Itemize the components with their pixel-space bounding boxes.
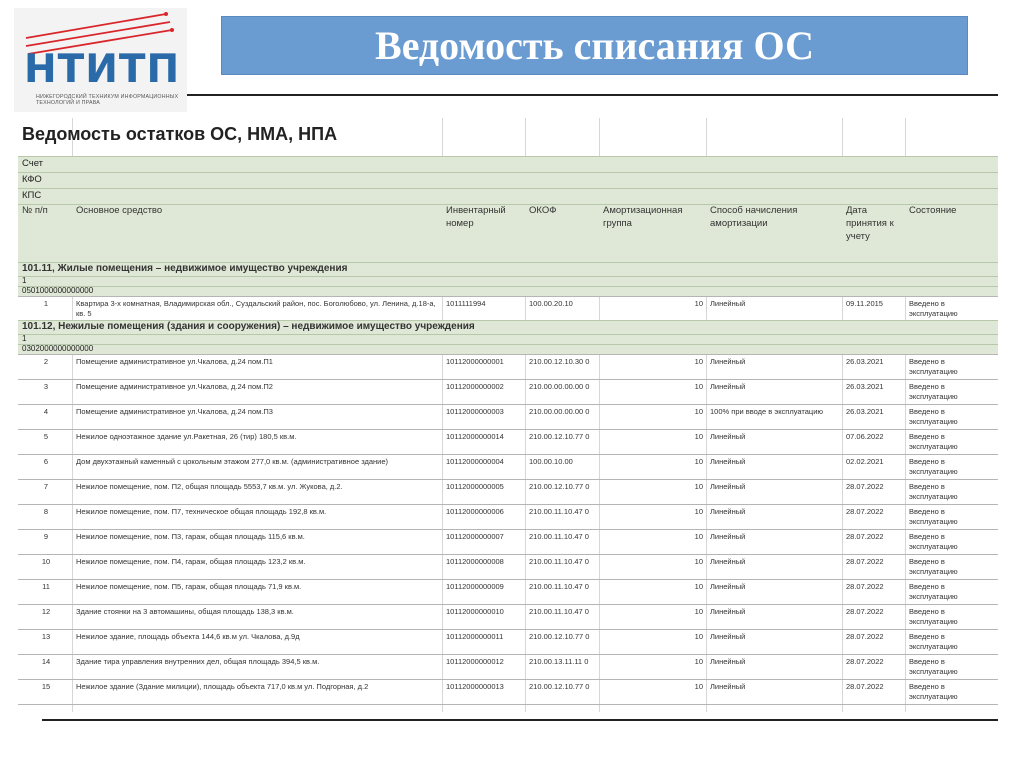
cell-inv: 10112000000001 [446,357,504,366]
cell-okof: 210.00.11.10.47 0 [529,557,589,566]
cell-inv: 10112000000006 [446,507,504,516]
row-divider [18,479,998,480]
cell-date: 09.11.2015 [846,299,883,308]
cell-state: Введено в эксплуатацию [909,582,958,601]
cell-inv: 10112000000014 [446,432,504,441]
cell-inv: 10112000000003 [446,407,504,416]
cell-name: Нежилое одноэтажное здание ул.Ракетная, 26 (тир) 180,5 кв.м. [76,432,297,441]
label-schet: Счет [22,158,44,169]
cell-okof: 210.00.13.11.11 0 [529,657,589,666]
row-divider [18,404,998,405]
cell-state: Введено в эксплуатацию [909,382,958,401]
section-line: 1 [22,334,27,343]
cell-num: 8 [43,507,49,516]
row-divider [18,429,998,430]
cell-okof: 210.00.12.10.77 0 [529,432,590,441]
spreadsheet [18,118,998,712]
cell-method: Линейный [710,532,746,541]
logo-subtitle: НИЖЕГОРОДСКИЙ ТЕХНИКУМ ИНФОРМАЦИОННЫХ ТЕХНОЛОГИЙ И ПРАВА [36,94,179,106]
cell-state: Введено в эксплуатацию [909,407,958,426]
col-header-num: № п/п [22,205,48,216]
cell-name: Нежилое помещение, пом. П2, общая площадь 5553,7 кв.м. ул. Жукова, д.2. [76,482,343,491]
row-divider [18,504,998,505]
cell-date: 02.02.2021 [846,457,884,466]
cell-okof: 210.00.12.10.77 0 [529,682,590,691]
cell-name: Нежилое помещение, пом. П4, гараж, общая площадь 123,2 кв.м. [76,557,306,566]
cell-method: Линейный [710,657,746,666]
cell-state: Введено в эксплуатацию [909,682,958,701]
sheet-title: Ведомость остатков ОС, НМА, НПА [22,124,338,144]
cell-okof: 210.00.11.10.47 0 [529,532,589,541]
row-divider [18,529,998,530]
col-header-okof: ОКОФ [529,205,557,216]
cell-okof: 210.00.12.10.30 0 [529,357,590,366]
cell-num: 5 [43,432,49,441]
cell-inv: 10112000000009 [446,582,504,591]
cell-state: Введено в эксплуатацию [909,299,958,318]
cell-group: 10 [694,299,703,308]
cell-date: 28.07.2022 [846,507,884,516]
cell-state: Введено в эксплуатацию [909,457,958,476]
logo-text: НТИТП [24,47,181,92]
cell-method: Линейный [710,632,746,641]
cell-okof: 210.00.11.10.47 0 [529,607,589,616]
cell-name: Здание стоянки на 3 автомашины, общая площадь 138,3 кв.м. [76,607,294,616]
cell-method: 100% при вводе в эксплуатацию [710,407,824,416]
cell-num: 4 [43,407,49,416]
cell-name: Квартира 3-х комнатная, Владимирская обл., Суздальский район, пос. Боголюбово, ул. Ленина, д.18-а, кв. 5 [76,299,436,318]
cell-name: Нежилое здание (Здание милиции), площадь объекта 717,0 кв.м ул. Подгорная, д.2 [76,682,369,691]
section-line: 1 [22,276,27,285]
cell-group: 10 [694,532,703,541]
cell-method: Линейный [710,582,746,591]
cell-inv: 10112000000004 [446,457,504,466]
cell-group: 10 [694,507,703,516]
cell-inv: 1011111994 [446,299,486,308]
section-title: 101.11, Жилые помещения – недвижимое имущество учреждения [22,263,348,274]
section-title: 101.12, Нежилые помещения (здания и сооружения) – недвижимое имущество учреждения [22,321,475,332]
cell-name: Нежилое помещение, пом. П5, гараж, общая площадь 71,9 кв.м. [76,582,302,591]
cell-group: 10 [694,657,703,666]
cell-state: Введено в эксплуатацию [909,357,958,376]
cell-date: 28.07.2022 [846,582,884,591]
col-header-method: Способ начисления амортизации [710,205,798,229]
cell-state: Введено в эксплуатацию [909,482,958,501]
row-divider [18,579,998,580]
cell-okof: 210.00.00.00.00 0 [529,407,590,416]
row-divider [18,679,998,680]
cell-name: Здание тира управления внутренних дел, общая площадь 394,5 кв.м. [76,657,320,666]
cell-date: 26.03.2021 [846,357,884,366]
cell-date: 26.03.2021 [846,382,884,391]
cell-group: 10 [694,557,703,566]
cell-group: 10 [694,457,703,466]
cell-num: 6 [43,457,49,466]
cell-inv: 10112000000011 [446,632,504,641]
row-divider [18,354,998,355]
band-kps [18,188,998,204]
cell-num: 7 [43,482,49,491]
col-header-inventory: Инвентарный номер [446,205,506,229]
cell-date: 28.07.2022 [846,607,884,616]
row-divider [18,654,998,655]
cell-inv: 10112000000008 [446,557,504,566]
cell-date: 28.07.2022 [846,682,884,691]
cell-num: 1 [43,299,49,308]
cell-state: Введено в эксплуатацию [909,607,958,626]
row-divider [18,704,998,705]
cell-method: Линейный [710,682,746,691]
row-divider [18,554,998,555]
cell-inv: 10112000000012 [446,657,504,666]
section-line: 0302000000000000 [22,344,94,353]
band-kfo [18,172,998,188]
cell-num: 10 [41,557,51,566]
cell-num: 13 [41,632,51,641]
cell-inv: 10112000000005 [446,482,504,491]
slide-title: Ведомость списания ОС [375,23,814,68]
cell-group: 10 [694,382,703,391]
cell-date: 28.07.2022 [846,482,884,491]
cell-method: Линейный [710,457,746,466]
row-divider [18,604,998,605]
label-kps: КПС [22,190,42,201]
cell-okof: 210.00.00.00.00 0 [529,382,590,391]
section-line: 0501000000000000 [22,286,94,295]
col-header-group: Амортизационная группа [603,205,683,229]
cell-group: 10 [694,607,703,616]
cell-method: Линейный [710,432,746,441]
cell-name: Нежилое помещение, пом. П3, гараж, общая площадь 115,6 кв.м. [76,532,305,541]
footer-divider [42,719,998,721]
cell-state: Введено в эксплуатацию [909,432,958,451]
cell-num: 9 [43,532,49,541]
cell-state: Введено в эксплуатацию [909,557,958,576]
cell-date: 07.06.2022 [846,432,884,441]
cell-inv: 10112000000002 [446,382,504,391]
cell-num: 12 [41,607,51,616]
cell-okof: 210.00.12.10.77 0 [529,482,590,491]
logo [14,8,187,112]
row-divider [18,379,998,380]
cell-method: Линейный [710,299,746,308]
cell-state: Введено в эксплуатацию [909,632,958,651]
cell-group: 10 [694,482,703,491]
cell-name: Дом двухэтажный каменный с цокольным этажом 277,0 кв.м. (административное здание) [76,457,389,466]
cell-state: Введено в эксплуатацию [909,657,958,676]
cell-date: 28.07.2022 [846,632,884,641]
cell-date: 28.07.2022 [846,657,884,666]
cell-date: 26.03.2021 [846,407,884,416]
row-divider [18,296,998,297]
cell-date: 28.07.2022 [846,532,884,541]
cell-method: Линейный [710,607,746,616]
label-kfo: КФО [22,174,42,185]
cell-name: Нежилое помещение, пом. П7, техническое общая площадь 192,8 кв.м. [76,507,327,516]
section-band [18,276,998,286]
cell-name: Нежилое здание, площадь объекта 144,6 кв.м ул. Чкалова, д.9д [76,632,300,641]
cell-group: 10 [694,632,703,641]
cell-inv: 10112000000013 [446,682,504,691]
cell-group: 10 [694,432,703,441]
cell-group: 10 [694,682,703,691]
cell-okof: 210.00.11.10.47 0 [529,582,589,591]
cell-method: Линейный [710,557,746,566]
cell-name: Помещение административное ул.Чкалова, д.24 пом.П3 [76,407,273,416]
cell-group: 10 [694,407,703,416]
col-header-asset: Основное средство [76,205,163,216]
cell-okof: 100.00.10.00 [529,457,573,466]
col-header-date: Дата принятия к учету [846,205,894,242]
cell-okof: 210.00.11.10.47 0 [529,507,589,516]
cell-okof: 210.00.12.10.77 0 [529,632,590,641]
cell-num: 2 [43,357,49,366]
cell-num: 14 [41,657,51,666]
cell-method: Линейный [710,382,746,391]
cell-okof: 100.00.20.10 [529,299,573,308]
band-schet [18,156,998,172]
slide-title-bar [221,16,968,75]
cell-state: Введено в эксплуатацию [909,532,958,551]
section-band [18,286,998,296]
cell-method: Линейный [710,507,746,516]
cell-state: Введено в эксплуатацию [909,507,958,526]
row-divider [18,454,998,455]
cell-name: Помещение административное ул.Чкалова, д.24 пом.П1 [76,357,273,366]
cell-num: 15 [41,682,51,691]
cell-inv: 10112000000007 [446,532,504,541]
cell-group: 10 [694,582,703,591]
cell-method: Линейный [710,482,746,491]
cell-num: 11 [42,582,50,591]
header-divider [187,94,998,96]
section-band [18,344,998,354]
cell-date: 28.07.2022 [846,557,884,566]
row-divider [18,629,998,630]
cell-num: 3 [43,382,49,391]
section-band [18,334,998,344]
col-header-state: Состояние [909,205,957,216]
cell-method: Линейный [710,357,746,366]
cell-group: 10 [694,357,703,366]
cell-inv: 10112000000010 [446,607,504,616]
cell-name: Помещение административное ул.Чкалова, д.24 пом.П2 [76,382,273,391]
